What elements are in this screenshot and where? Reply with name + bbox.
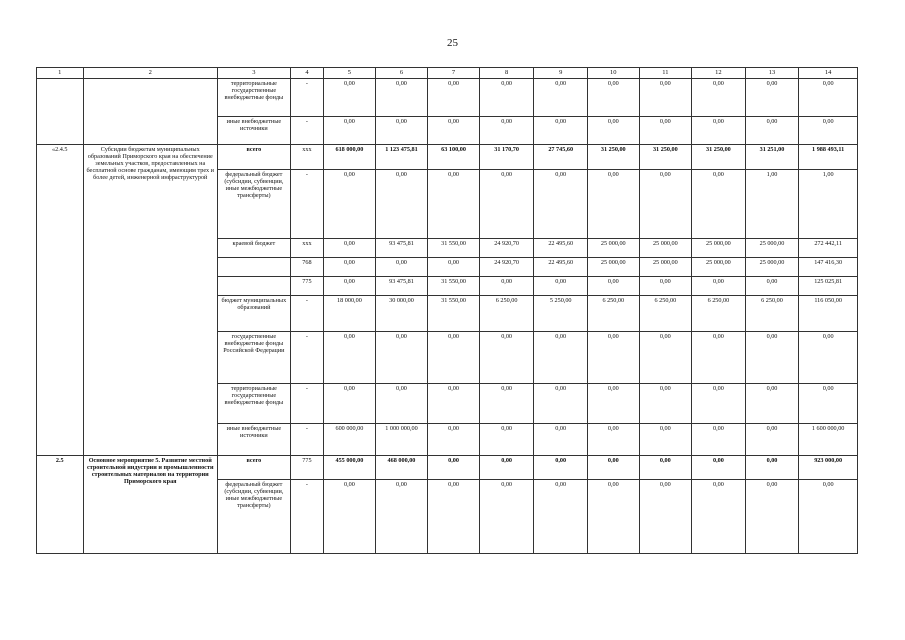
budget-code: - xyxy=(290,480,323,554)
amount-cell: 0,00 xyxy=(745,480,799,554)
amount-cell: 6 250,00 xyxy=(692,296,746,332)
column-header: 12 xyxy=(692,68,746,79)
funding-source: бюджет муниципальных образований xyxy=(217,296,290,332)
amount-cell: 31 251,00 xyxy=(745,145,799,170)
amount-cell: 0,00 xyxy=(639,332,692,384)
budget-code: ххх xyxy=(290,145,323,170)
budget-code: 775 xyxy=(290,456,323,480)
header-row xyxy=(37,68,858,79)
row-number xyxy=(37,79,84,145)
amount-cell: 0,00 xyxy=(534,79,588,117)
budget-code: - xyxy=(290,79,323,117)
column-header: 14 xyxy=(799,68,858,79)
funding-source: всего xyxy=(217,145,290,170)
amount-cell: 0,00 xyxy=(587,424,639,456)
amount-cell: 0,00 xyxy=(534,384,588,424)
amount-cell: 0,00 xyxy=(375,79,428,117)
amount-cell: 27 745,60 xyxy=(534,145,588,170)
amount-cell: 31 550,00 xyxy=(428,239,480,258)
budget-code: ххх xyxy=(290,239,323,258)
amount-cell: 0,00 xyxy=(587,277,639,296)
amount-cell: 0,00 xyxy=(587,384,639,424)
amount-cell: 18 000,00 xyxy=(324,296,376,332)
amount-cell: 0,00 xyxy=(428,117,480,145)
amount-cell: 0,00 xyxy=(799,384,858,424)
amount-cell: 25 000,00 xyxy=(692,258,746,277)
amount-cell: 1 988 493,11 xyxy=(799,145,858,170)
amount-cell: 93 475,81 xyxy=(375,277,428,296)
amount-cell: 31 170,70 xyxy=(479,145,534,170)
amount-cell: 1 123 475,81 xyxy=(375,145,428,170)
amount-cell: 0,00 xyxy=(324,258,376,277)
amount-cell: 31 250,00 xyxy=(692,145,746,170)
amount-cell: 0,00 xyxy=(428,258,480,277)
amount-cell: 25 000,00 xyxy=(692,239,746,258)
amount-cell: 0,00 xyxy=(479,456,534,480)
amount-cell: 0,00 xyxy=(428,480,480,554)
amount-cell: 0,00 xyxy=(375,258,428,277)
budget-code: - xyxy=(290,384,323,424)
amount-cell: 1,00 xyxy=(799,170,858,239)
amount-cell: 0,00 xyxy=(375,117,428,145)
amount-cell: 22 495,60 xyxy=(534,258,588,277)
funding-source: государственные внебюджетные фонды Российской Федерации xyxy=(217,332,290,384)
funding-source xyxy=(217,258,290,277)
amount-cell: 24 920,70 xyxy=(479,258,534,277)
amount-cell: 31 550,00 xyxy=(428,277,480,296)
table-row xyxy=(37,79,858,117)
measure-name xyxy=(83,79,217,145)
amount-cell: 0,00 xyxy=(799,117,858,145)
amount-cell: 0,00 xyxy=(534,424,588,456)
amount-cell: 0,00 xyxy=(692,170,746,239)
amount-cell: 0,00 xyxy=(479,117,534,145)
amount-cell: 0,00 xyxy=(639,79,692,117)
row-number: 2.5 xyxy=(37,456,84,554)
amount-cell: 31 250,00 xyxy=(587,145,639,170)
column-header: 8 xyxy=(479,68,534,79)
column-header: 2 xyxy=(83,68,217,79)
funding-source: федеральный бюджет (субсидии, субвенции, иные межбюджетные трансферты) xyxy=(217,480,290,554)
amount-cell: 0,00 xyxy=(639,384,692,424)
amount-cell: 0,00 xyxy=(587,79,639,117)
amount-cell: 923 000,00 xyxy=(799,456,858,480)
column-header: 11 xyxy=(639,68,692,79)
column-header: 6 xyxy=(375,68,428,79)
amount-cell: 0,00 xyxy=(428,332,480,384)
funding-source: федеральный бюджет (субсидии, субвенции, иные межбюджетные трансферты) xyxy=(217,170,290,239)
amount-cell: 600 000,00 xyxy=(324,424,376,456)
amount-cell: 0,00 xyxy=(375,480,428,554)
funding-source: территориальные государственные внебюджетные фонды xyxy=(217,79,290,117)
amount-cell: 0,00 xyxy=(639,277,692,296)
budget-code: 768 xyxy=(290,258,323,277)
amount-cell: 0,00 xyxy=(587,480,639,554)
column-header: 1 xyxy=(37,68,84,79)
funding-source: иные внебюджетные источники xyxy=(217,117,290,145)
column-header: 13 xyxy=(745,68,799,79)
amount-cell: 25 000,00 xyxy=(745,258,799,277)
amount-cell: 0,00 xyxy=(587,170,639,239)
budget-code: - xyxy=(290,332,323,384)
amount-cell: 63 100,00 xyxy=(428,145,480,170)
amount-cell: 30 000,00 xyxy=(375,296,428,332)
amount-cell: 0,00 xyxy=(534,480,588,554)
amount-cell: 25 000,00 xyxy=(745,239,799,258)
budget-table xyxy=(36,67,858,554)
amount-cell: 0,00 xyxy=(587,456,639,480)
amount-cell: 31 550,00 xyxy=(428,296,480,332)
amount-cell: 0,00 xyxy=(534,117,588,145)
amount-cell: 0,00 xyxy=(324,239,376,258)
amount-cell: 0,00 xyxy=(745,456,799,480)
amount-cell: 25 000,00 xyxy=(587,239,639,258)
amount-cell: 0,00 xyxy=(324,332,376,384)
amount-cell: 0,00 xyxy=(745,117,799,145)
amount-cell: 0,00 xyxy=(324,170,376,239)
amount-cell: 25 000,00 xyxy=(639,239,692,258)
amount-cell: 0,00 xyxy=(587,117,639,145)
measure-name: Субсидии бюджетам муниципальных образований Приморского края на обеспечение земельных участков, предоставленных на бесплатной основе гражданам, имеющим трех и более детей, инженерной инфраструктурой xyxy=(83,145,217,456)
amount-cell: 0,00 xyxy=(324,384,376,424)
amount-cell: 31 250,00 xyxy=(639,145,692,170)
amount-cell: 0,00 xyxy=(428,456,480,480)
amount-cell: 0,00 xyxy=(639,117,692,145)
amount-cell: 0,00 xyxy=(324,79,376,117)
amount-cell: 5 250,00 xyxy=(534,296,588,332)
amount-cell: 0,00 xyxy=(479,277,534,296)
amount-cell: 0,00 xyxy=(324,117,376,145)
amount-cell: 0,00 xyxy=(479,79,534,117)
amount-cell: 0,00 xyxy=(428,424,480,456)
amount-cell: 0,00 xyxy=(745,277,799,296)
amount-cell: 0,00 xyxy=(692,384,746,424)
amount-cell: 0,00 xyxy=(639,170,692,239)
row-number: «2.4.5 xyxy=(37,145,84,456)
column-header: 3 xyxy=(217,68,290,79)
amount-cell: 6 250,00 xyxy=(745,296,799,332)
amount-cell: 0,00 xyxy=(692,117,746,145)
budget-code: - xyxy=(290,170,323,239)
amount-cell: 93 475,81 xyxy=(375,239,428,258)
amount-cell: 1 000 000,00 xyxy=(375,424,428,456)
amount-cell: 0,00 xyxy=(479,170,534,239)
column-header: 4 xyxy=(290,68,323,79)
amount-cell: 0,00 xyxy=(639,480,692,554)
amount-cell: 0,00 xyxy=(534,456,588,480)
amount-cell: 0,00 xyxy=(479,424,534,456)
page-number: 25 xyxy=(447,37,458,49)
amount-cell: 0,00 xyxy=(692,424,746,456)
amount-cell: 0,00 xyxy=(479,332,534,384)
amount-cell: 0,00 xyxy=(534,277,588,296)
amount-cell: 0,00 xyxy=(375,332,428,384)
amount-cell: 125 025,81 xyxy=(799,277,858,296)
budget-code: - xyxy=(290,424,323,456)
amount-cell: 0,00 xyxy=(745,424,799,456)
amount-cell: 25 000,00 xyxy=(587,258,639,277)
amount-cell: 25 000,00 xyxy=(639,258,692,277)
amount-cell: 6 250,00 xyxy=(479,296,534,332)
amount-cell: 455 000,00 xyxy=(324,456,376,480)
funding-source: краевой бюджет xyxy=(217,239,290,258)
amount-cell: 6 250,00 xyxy=(587,296,639,332)
amount-cell: 0,00 xyxy=(745,332,799,384)
funding-source: территориальные государственные внебюджетные фонды xyxy=(217,384,290,424)
funding-source xyxy=(217,277,290,296)
amount-cell: 0,00 xyxy=(479,384,534,424)
amount-cell: 0,00 xyxy=(799,332,858,384)
amount-cell: 0,00 xyxy=(692,480,746,554)
amount-cell: 1 600 000,00 xyxy=(799,424,858,456)
amount-cell: 0,00 xyxy=(428,79,480,117)
amount-cell: 0,00 xyxy=(479,480,534,554)
amount-cell: 147 416,30 xyxy=(799,258,858,277)
amount-cell: 0,00 xyxy=(534,170,588,239)
amount-cell: 0,00 xyxy=(692,277,746,296)
funding-source: иные внебюджетные источники xyxy=(217,424,290,456)
table-row xyxy=(37,145,858,170)
amount-cell: 0,00 xyxy=(692,79,746,117)
amount-cell: 22 495,60 xyxy=(534,239,588,258)
amount-cell: 116 050,00 xyxy=(799,296,858,332)
amount-cell: 0,00 xyxy=(692,456,746,480)
budget-code: - xyxy=(290,117,323,145)
amount-cell: 0,00 xyxy=(799,480,858,554)
budget-code: 775 xyxy=(290,277,323,296)
amount-cell: 0,00 xyxy=(639,456,692,480)
funding-source: всего xyxy=(217,456,290,480)
amount-cell: 0,00 xyxy=(324,480,376,554)
amount-cell: 468 000,00 xyxy=(375,456,428,480)
amount-cell: 0,00 xyxy=(639,424,692,456)
amount-cell: 1,00 xyxy=(745,170,799,239)
column-header: 5 xyxy=(324,68,376,79)
amount-cell: 272 442,11 xyxy=(799,239,858,258)
amount-cell: 0,00 xyxy=(324,277,376,296)
amount-cell: 0,00 xyxy=(375,384,428,424)
amount-cell: 618 000,00 xyxy=(324,145,376,170)
amount-cell: 0,00 xyxy=(745,79,799,117)
table-row xyxy=(37,456,858,480)
column-header: 7 xyxy=(428,68,480,79)
budget-code: - xyxy=(290,296,323,332)
measure-name: Основное мероприятие 5. Развитие местной строительной индустрии и промышленности строительных материалов на территории Приморского края xyxy=(83,456,217,554)
amount-cell: 6 250,00 xyxy=(639,296,692,332)
amount-cell: 0,00 xyxy=(799,79,858,117)
amount-cell: 0,00 xyxy=(587,332,639,384)
amount-cell: 0,00 xyxy=(692,332,746,384)
amount-cell: 0,00 xyxy=(534,332,588,384)
amount-cell: 0,00 xyxy=(428,384,480,424)
amount-cell: 0,00 xyxy=(428,170,480,239)
column-header: 10 xyxy=(587,68,639,79)
amount-cell: 24 920,70 xyxy=(479,239,534,258)
column-header: 9 xyxy=(534,68,588,79)
amount-cell: 0,00 xyxy=(745,384,799,424)
amount-cell: 0,00 xyxy=(375,170,428,239)
